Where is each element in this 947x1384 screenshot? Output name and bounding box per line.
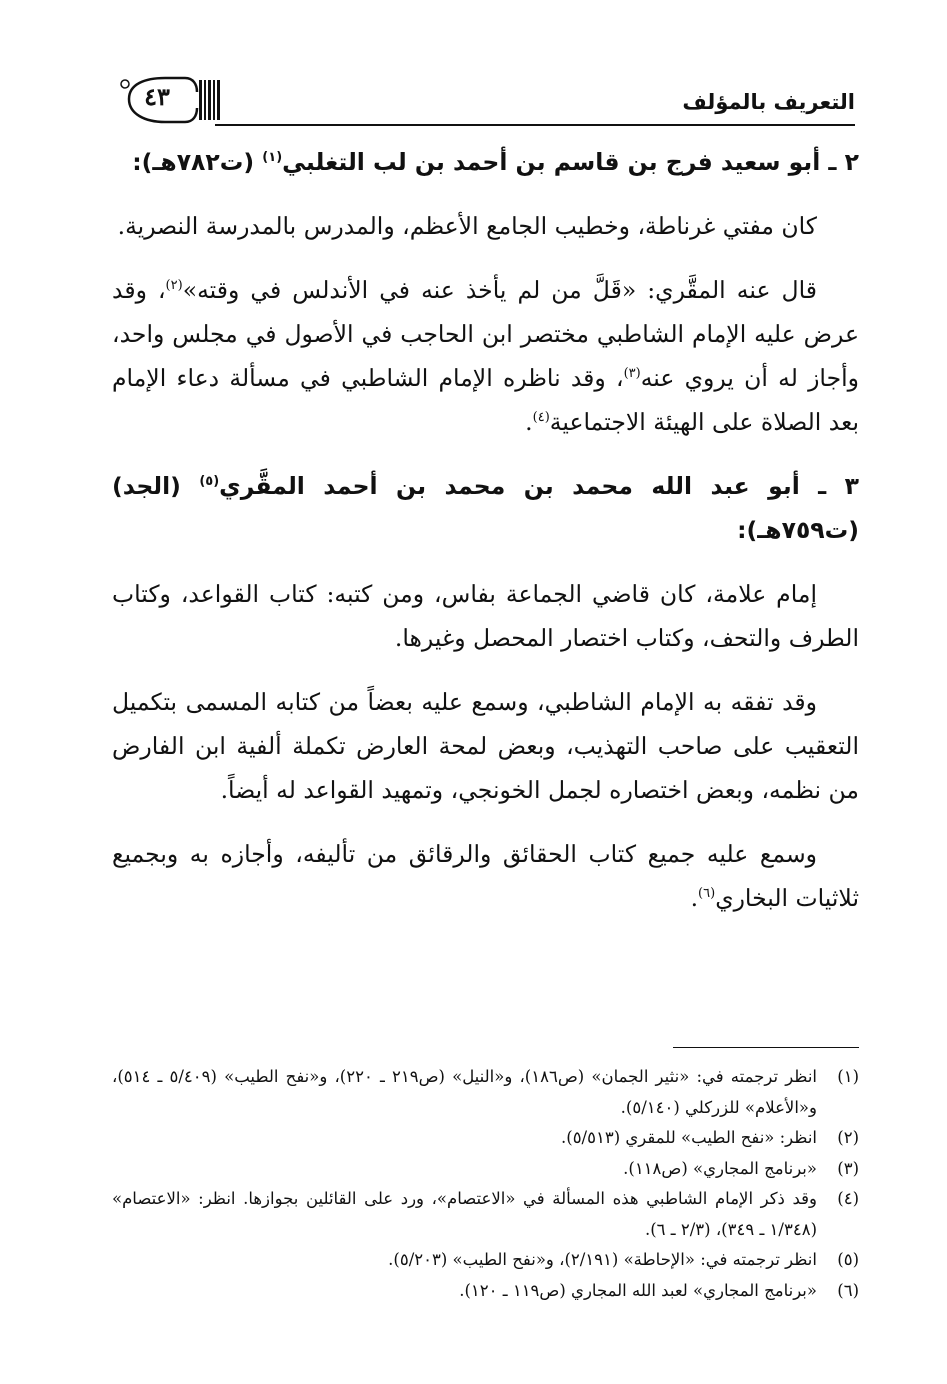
paragraph: كان مفتي غرناطة، وخطيب الجامع الأعظم، والمدرس بالمدرسة النصرية. [117, 212, 817, 240]
footnote-ref: (٢) [165, 278, 183, 294]
paragraph: إمام علامة، كان قاضي الجماعة بفاس، ومن كتبه: كتاب القواعد، وكتاب الطرف والتحف، وكتاب اختصار المحصل وغيرها. [112, 580, 859, 652]
footnote-ref: (٦) [698, 886, 716, 902]
footnote: (٥) انظر ترجمته في: «الإحاطة» (٢/١٩١)، و«نفح الطيب» (٥/٢٠٣). [388, 1250, 859, 1269]
paragraph: وسمع عليه جميع كتاب الحقائق والرقائق من تأليفه، وأجازه به وبجميع ثلاثيات البخاري$^{(٦)}$. [112, 840, 859, 912]
footnote-ref: (٣) [623, 366, 641, 382]
footnote: (٣) «برنامج المجاري» (ص١١٨). [623, 1158, 859, 1178]
running-header [115, 68, 855, 126]
footnote: (٢) انظر: «نفح الطيب» للمقري (٥/٥١٣). [561, 1128, 859, 1147]
footnotes [112, 1062, 859, 1306]
header-title: التعريف بالمؤلف [682, 90, 855, 114]
footnote-ref: (٥) [199, 474, 220, 490]
footnote-separator [673, 1047, 859, 1048]
paragraph: قال عنه المقَّري: «قَلَّ من لم يأخذ عنه في الأندلس في وقته»$^{(٢)}$، وقد عرض عليه الإمام الشاطبي مختصر ابن الحاجب في الأصول في مجلس واحد، وأجاز له أن يروي عنه$^{(٣)}$، وقد ناظره الإمام الشاطبي في مسألة دعاء الإمام بعد الصلاة على الهيئة الاجتماعية$^{(٤)}$. [112, 276, 859, 436]
main-text [112, 140, 859, 940]
footnote: (١) انظر ترجمته في: «نثير الجمان» (ص١٨٦)، و«النيل» (ص٢١٩ ـ ٢٢٠)، و«نفح الطيب» (٥/٤٠٩ ـ ٥١٤)، و«الأعلام» للزركلي (٥/١٤٠). [112, 1067, 859, 1117]
footnote: (٦) «برنامج المجاري» لعبد الله المجاري (ص١١٩ ـ ١٢٠). [459, 1280, 859, 1300]
header-rule [215, 124, 855, 126]
page-number: ٤٣ [144, 82, 170, 111]
footnote: (٤) وقد ذكر الإمام الشاطبي هذه المسألة في «الاعتصام»، ورد على القائلين بجوازها. انظر: «الاعتصام» (١/٣٤٨ ـ ٣٤٩)، (٢/٣ ـ ٦). [112, 1189, 859, 1239]
footnote-ref: (٤) [532, 410, 550, 426]
biography-heading: ٣ ـ أبو عبد الله محمد بن محمد بن أحمد المقَّري$^{(٥)}$ (الجد) (ت٧٥٩هـ): [112, 472, 859, 544]
biography-heading: ٢ ـ أبو سعيد فرج بن قاسم بن أحمد بن لب التغلبي$^{(١)}$ (ت٧٨٢هـ): [132, 148, 859, 176]
paragraph: وقد تفقه به الإمام الشاطبي، وسمع عليه بعضاً من كتابه المسمى بتكميل التعقيب على صاحب التهذيب، وبعض لمحة العارض تكملة ألفية ابن الفارض من نظمه، وبعض اختصاره لجمل الخونجي، وتمهيد القواعد له أيضاً. [112, 688, 859, 804]
footnote-ref: (١) [262, 150, 283, 166]
